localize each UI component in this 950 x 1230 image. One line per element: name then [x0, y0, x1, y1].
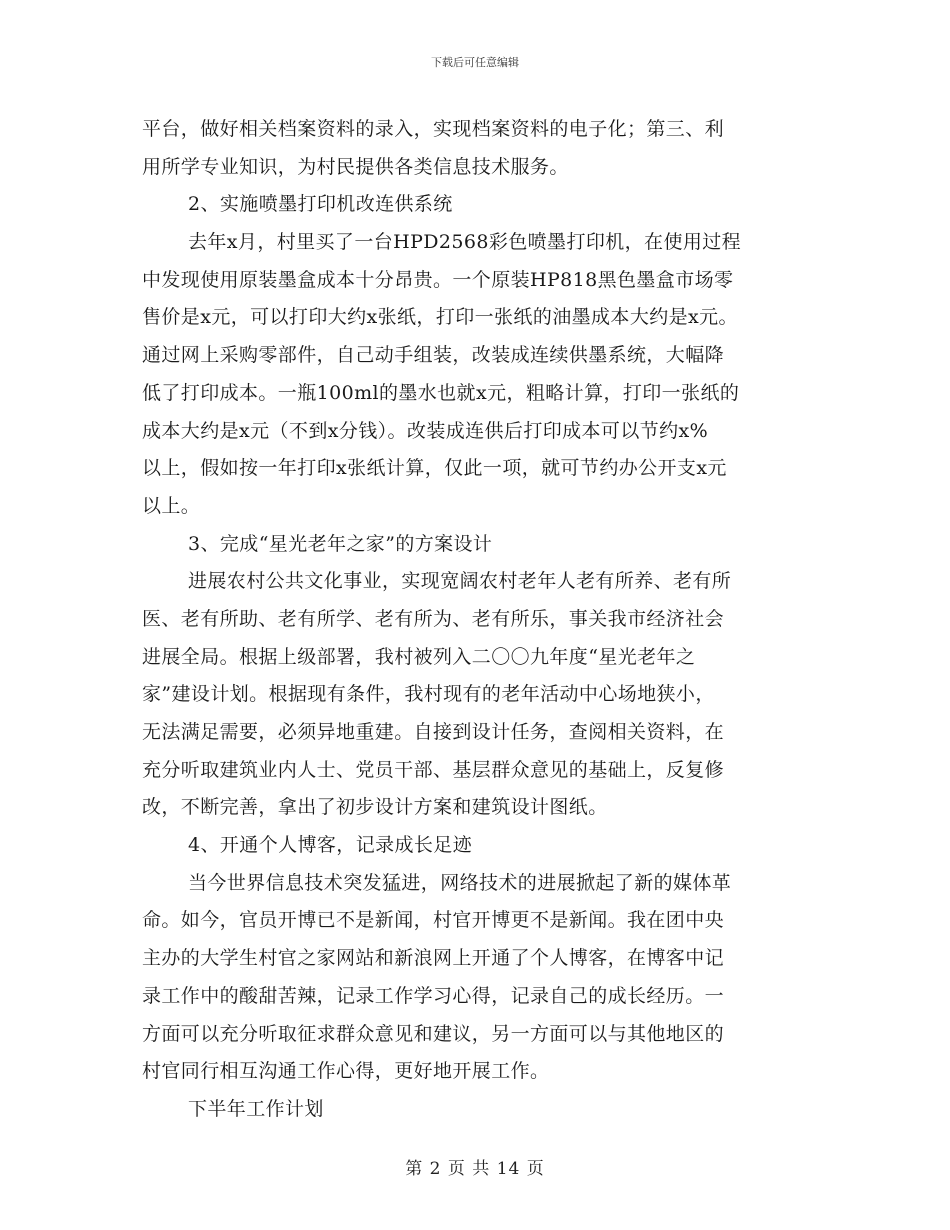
body-text-line: 无法满足需要，必须异地重建。自接到设计任务，查阅相关资料，在 — [142, 721, 725, 743]
body-text-line: 通过网上采购零部件，自己动手组装，改装成连续供墨系统，大幅降 — [142, 344, 725, 367]
body-text-line: 录工作中的酸甜苦辣，记录工作学习心得，记录自己的成长经历。一 — [142, 984, 725, 1007]
body-text-line: 医、老有所助、老有所学、老有所为、老有所乐，事关我市经济社会 — [142, 607, 725, 630]
body-text-line: 进展全局。根据上级部署，我村被列入二〇〇九年度“星光老年之 — [142, 645, 696, 668]
body-text-line: 村官同行相互沟通工作心得，更好地开展工作。 — [142, 1060, 550, 1083]
body-text-line: 2、实施喷墨打印机改连供系统 — [188, 193, 453, 216]
body-text-line: 3、完成“星光老年之家”的方案设计 — [188, 532, 493, 555]
body-text-line: 当今世界信息技术突发猛进，网络技术的进展掀起了新的媒体革 — [188, 871, 732, 894]
body-text-line: 主办的大学生村官之家网站和新浪网上开通了个人博客，在博客中记 — [142, 947, 725, 970]
body-text-line: 充分听取建筑业内人士、党员干部、基层群众意见的基础上，反复修 — [142, 758, 725, 781]
body-text-line: 家”建设计划。根据现有条件，我村现有的老年活动中心场地狭小， — [142, 683, 715, 706]
page-number-footer: 第 2 页 共 14 页 — [405, 1159, 545, 1179]
body-text-line: 去年x月，村里买了一台HPD2568彩色喷墨打印机，在使用过程 — [188, 231, 742, 254]
body-text-line: 用所学专业知识，为村民提供各类信息技术服务。 — [142, 155, 569, 178]
body-text-line: 售价是x元，可以打印大约x张纸，打印一张纸的油墨成本大约是x元。 — [142, 306, 738, 329]
document-body — [142, 111, 842, 1129]
body-text-line: 低了打印成本。一瓶100ml的墨水也就x元，粗略计算，打印一张纸的 — [142, 381, 740, 404]
body-text-line: 命。如今，官员开博已不是新闻，村官开博更不是新闻。我在团中央 — [142, 909, 725, 932]
body-text-line: 中发现使用原装墨盒成本十分昂贵。一个原装HP818黑色墨盒市场零 — [142, 268, 734, 291]
body-text-line: 平台，做好相关档案资料的录入，实现档案资料的电子化；第三、利 — [142, 118, 725, 140]
body-text-line: 以上，假如按一年打印x张纸计算，仅此一项，就可节约办公开支x元 — [142, 457, 727, 480]
page-header: 下载后可任意编辑 — [431, 56, 519, 69]
body-text-line: 进展农村公共文化事业，实现宽阔农村老年人老有所养、老有所 — [188, 570, 732, 593]
body-text-line: 4、开通个人博客，记录成长足迹 — [188, 834, 473, 857]
body-text-line: 成本大约是x元（不到x分钱）。改装成连供后打印成本可以节约x% — [142, 419, 709, 442]
body-text-line: 以上。 — [142, 494, 201, 517]
body-text-line: 下半年工作计划 — [188, 1097, 324, 1120]
body-text-line: 方面可以充分听取征求群众意见和建议，另一方面可以与其他地区的 — [142, 1022, 725, 1045]
body-text-line: 改，不断完善，拿出了初步设计方案和建筑设计图纸。 — [142, 796, 608, 819]
